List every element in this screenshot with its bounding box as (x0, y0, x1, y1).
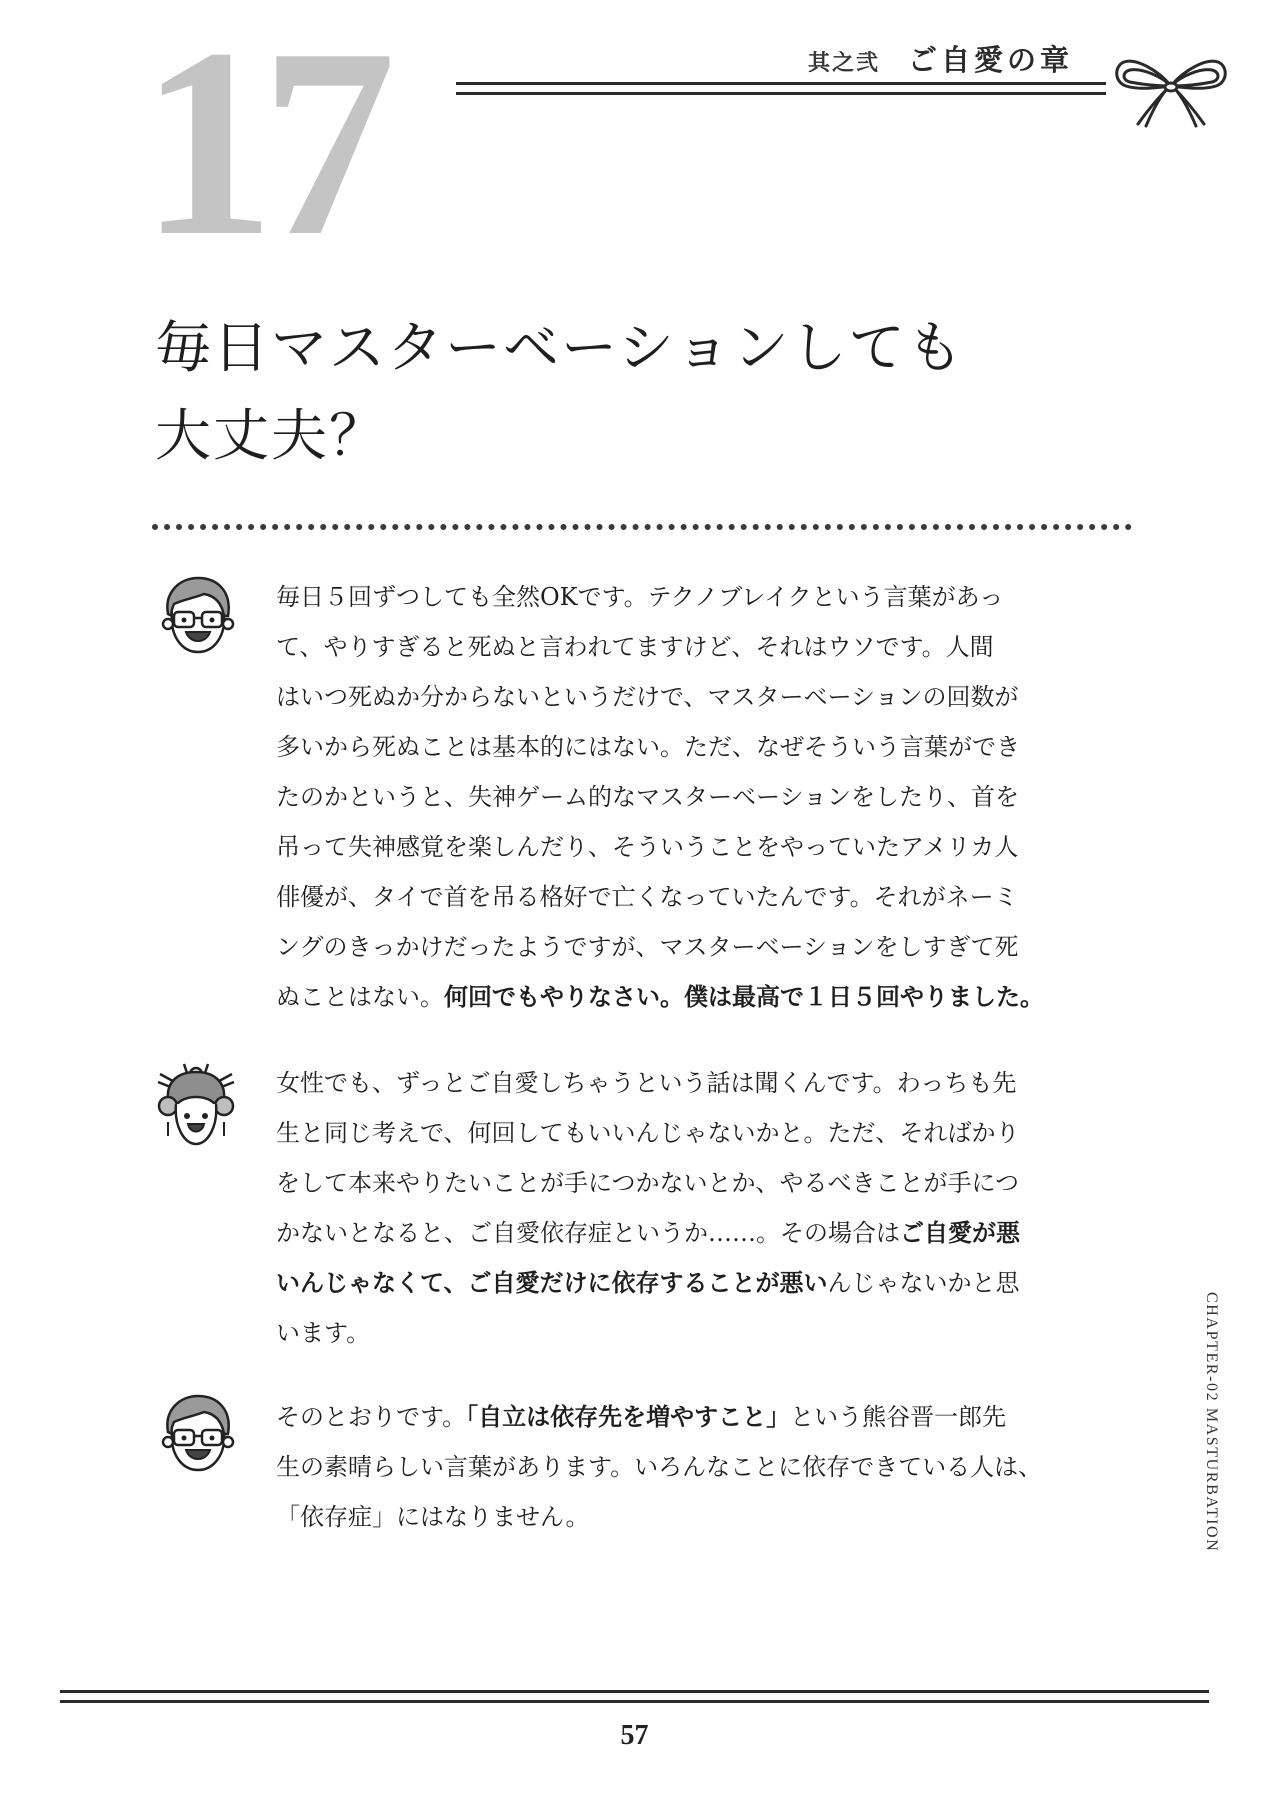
man-with-glasses-icon (158, 1392, 236, 1474)
header-rule-lower (456, 92, 1106, 95)
speech-segment: んじゃないかと思 (827, 1269, 1020, 1297)
speech-line (276, 972, 1152, 1022)
speech-line (276, 1158, 1152, 1208)
speech-line (276, 722, 1152, 772)
speech-segment: をして本来やりたいことが手につかないとか、やるべきことが手につ (276, 1169, 1020, 1197)
speech-segment: かないとなると、ご自愛依存症というか……。その場合は (276, 1219, 900, 1247)
speech-text (276, 572, 1152, 1022)
dotted-divider (152, 524, 1132, 530)
speech-segment-bold: いんじゃなくて、ご自愛だけに依存することが悪い (276, 1269, 828, 1297)
speech-line (276, 1442, 1152, 1492)
speech-line (276, 622, 1152, 672)
speech-segment: ングのきっかけだったようですが、マスターベーションをしすぎて死 (276, 933, 1019, 961)
speech-line (276, 922, 1152, 972)
speech-segment: 「依存症」にはなりません。 (276, 1503, 590, 1531)
speech-line (276, 672, 1152, 722)
speech-line (276, 822, 1152, 872)
speech-line (276, 1392, 1152, 1442)
speech-text (276, 1392, 1152, 1542)
speech-line (276, 1058, 1152, 1108)
speech-segment: ぬことはない。 (276, 983, 444, 1011)
ribbon-bow-icon (1108, 50, 1234, 128)
header-rule-upper (456, 82, 1106, 85)
speech-segment-bold: 何回でもやりなさい。僕は最高で１日５回やりました。 (444, 983, 1044, 1011)
speech-line (276, 1308, 1152, 1358)
speech-segment: という熊谷晋一郎先 (790, 1403, 1007, 1431)
speech-segment: 吊って失神感覚を楽しんだり、そういうことをやっていたアメリカ人 (276, 833, 1019, 861)
speech-segment: て、やりすぎると死ぬと言われてますけど、それはウソです。人間 (276, 633, 994, 661)
speech-segment: はいつ死ぬか分からないというだけで、マスターベーションの回数が (276, 683, 1019, 711)
speech-line (276, 1258, 1152, 1308)
running-header (808, 38, 1073, 78)
speech-segment: 生の素晴らしい言葉があります。いろんなことに依存できている人は、 (276, 1453, 1043, 1481)
chapter-side-label: CHAPTER-02 MASTURBATION (1203, 1292, 1220, 1553)
header-title: ご自愛の章 (908, 43, 1074, 77)
speech-line (276, 772, 1152, 822)
woman-with-hairpins-icon (154, 1060, 238, 1150)
speech-segment: 生と同じ考えで、何回してもいいんじゃないかと。ただ、そればかり (276, 1119, 1020, 1147)
footer-rule-lower (60, 1700, 1209, 1703)
speech-segment: います。 (276, 1319, 371, 1347)
page-number: 57 (620, 1720, 649, 1751)
speech-line (276, 1492, 1152, 1542)
footer-rule-upper (60, 1690, 1209, 1693)
speech-segment: そのとおりです。 (276, 1403, 467, 1431)
speech-line (276, 1108, 1152, 1158)
speech-segment: 毎日５回ずつしても全然OKです。テクノブレイクという言葉があっ (276, 583, 1004, 611)
speech-segment: たのかというと、失神ゲーム的なマスターベーションをしたり、首を (276, 783, 1020, 811)
header-kicker: 其之弐 (808, 51, 881, 76)
speech-text (276, 1058, 1152, 1358)
speech-segment-bold: ご自愛が悪 (900, 1219, 1020, 1247)
title-line: 毎日マスターベーションしても (155, 316, 965, 381)
speech-segment: 多いから死ぬことは基本的にはない。ただ、なぜそういう言葉ができ (276, 733, 1020, 761)
speech-line (276, 872, 1152, 922)
chapter-number: 17 (140, 0, 382, 292)
speech-line (276, 572, 1152, 622)
speech-segment: 女性でも、ずっとご自愛しちゃうという話は聞くんです。わっちも先 (276, 1069, 1017, 1097)
speech-segment-bold: 「自立は依存先を増やすこと」 (466, 1403, 791, 1431)
speech-line (276, 1208, 1152, 1258)
title-line: 大丈夫？ (155, 404, 387, 469)
speech-segment: 俳優が、タイで首を吊る格好で亡くなっていたんです。それがネーミ (276, 883, 1018, 911)
man-with-glasses-icon (158, 574, 236, 656)
question-title (155, 305, 1155, 481)
